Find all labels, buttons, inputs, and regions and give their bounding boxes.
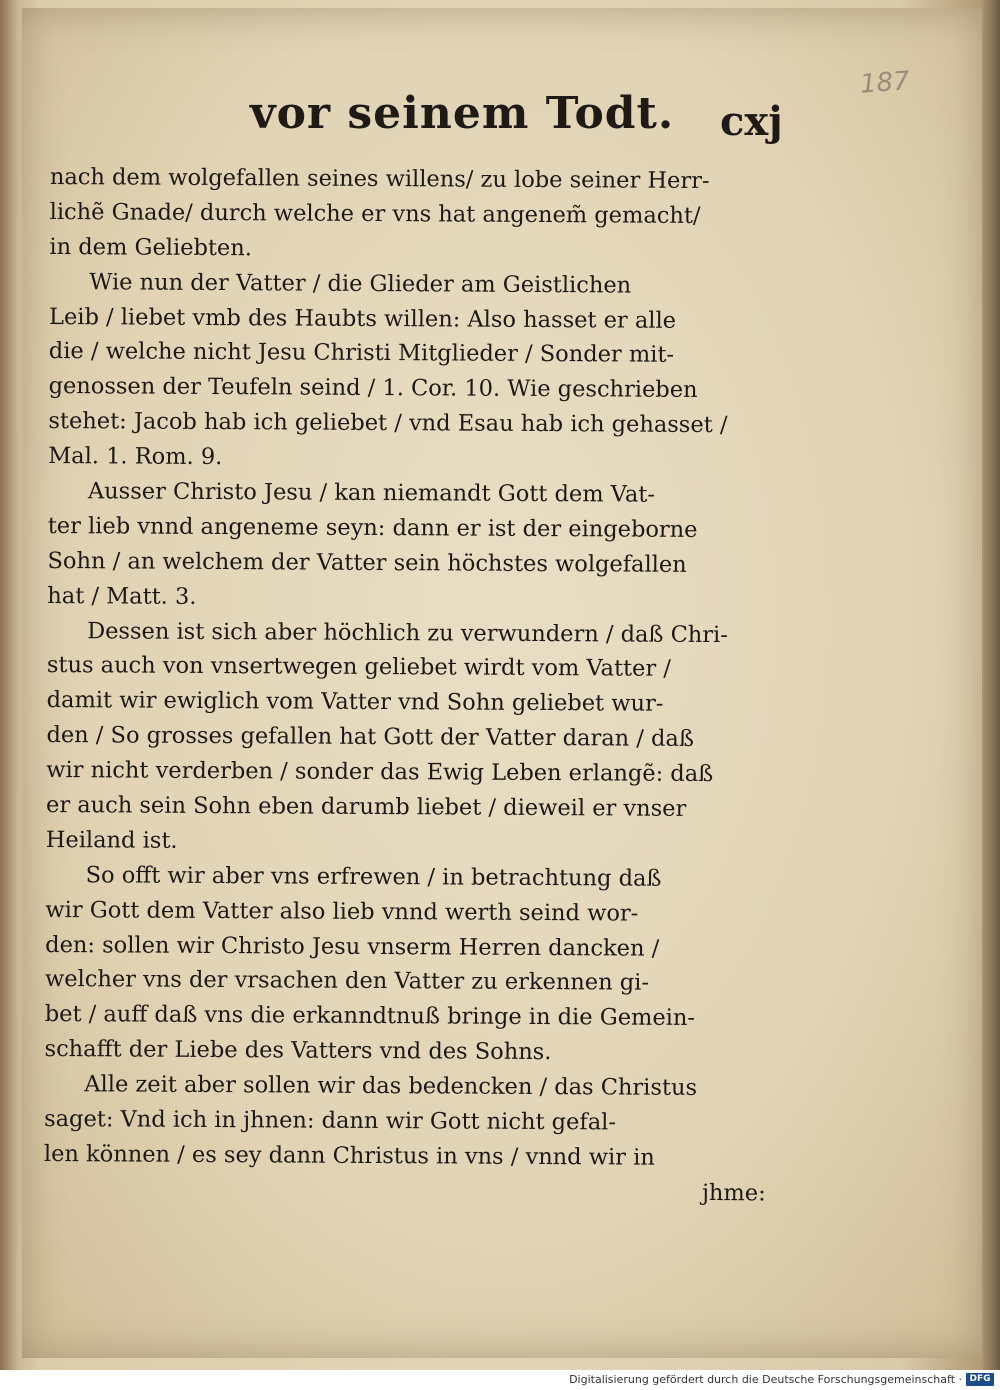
pencil-folio-number: 187 bbox=[859, 66, 911, 100]
text-line: Sohn / an welchem der Vatter sein höchstes wolgefallen bbox=[47, 547, 687, 578]
text-line: nach dem wolgefallen seines willens/ zu lobe seiner Herr- bbox=[49, 163, 710, 195]
text-line: den / So grosses gefallen hat Gott der Vatter daran / daß bbox=[46, 722, 694, 753]
text-line: wir nicht verderben / sonder das Ewig Leben erlangẽ: daß bbox=[46, 757, 714, 788]
text-line: Wie nun der Vatter / die Glieder am Geistlichen bbox=[89, 268, 632, 299]
text-line: damit wir ewiglich vom Vatter vnd Sohn geliebet wur- bbox=[46, 687, 664, 718]
text-line: den: sollen wir Christo Jesu vnserm Herren dancken / bbox=[45, 931, 660, 962]
text-line: lichẽ Gnade/ durch welche er vns hat angenem̃ gemacht/ bbox=[49, 198, 701, 229]
text-line: Alle zeit aber sollen wir das bedencken / das Christus bbox=[84, 1071, 698, 1102]
text-line: ter lieb vnnd angeneme seyn: dann er ist der eingeborne bbox=[47, 512, 698, 543]
text-line: wir Gott dem Vatter also lieb vnnd werth seind wor- bbox=[45, 896, 639, 927]
body-text bbox=[44, 160, 780, 1211]
text-line: schafft der Liebe des Vatters vnd des Sohns. bbox=[44, 1036, 552, 1066]
text-line: er auch sein Sohn eben darumb liebet / dieweil er vnser bbox=[45, 792, 687, 822]
text-line: Dessen ist sich aber höchlich zu verwundern / daß Chri- bbox=[87, 617, 728, 648]
text-line: saget: Vnd ich in jhnen: dann wir Gott nicht gefal- bbox=[44, 1106, 617, 1136]
text-line: in dem Geliebten. bbox=[49, 233, 252, 262]
text-line: bet / auff daß vns die erkanndtnuß bringe in die Gemein- bbox=[44, 1001, 696, 1032]
dfg-logo-icon: DFG bbox=[966, 1373, 994, 1386]
running-header: vor seinem Todt. bbox=[250, 88, 675, 139]
text-line: Mal. 1. Rom. 9. bbox=[48, 443, 223, 471]
catchword: jhme: bbox=[701, 1179, 766, 1207]
text-line: die / welche nicht Jesu Christi Mitglieder / Sonder mit- bbox=[48, 338, 675, 369]
text-line: Ausser Christo Jesu / kan niemandt Gott dem Vat- bbox=[87, 478, 656, 508]
text-line: hat / Matt. 3. bbox=[47, 582, 197, 610]
text-line: Heiland ist. bbox=[45, 826, 178, 854]
folio-number: cxj bbox=[720, 98, 783, 145]
text-line: len können / es sey dann Christus in vns / vnnd wir in bbox=[43, 1140, 655, 1171]
text-line: welcher vns der vrsachen den Vatter zu erkennen gi- bbox=[44, 966, 650, 997]
text-line: So offt wir aber vns erfrewen / in betrachtung daß bbox=[85, 862, 662, 892]
text-line: stus auch von vnsertwegen geliebet wirdt vom Vatter / bbox=[46, 652, 671, 683]
text-line: genossen der Teufeln seind / 1. Cor. 10. Wie geschrieben bbox=[48, 373, 698, 404]
text-line: Leib / liebet vmb des Haubts willen: Also hasset er alle bbox=[48, 303, 677, 334]
funding-credit: Digitalisierung gefördert durch die Deutsche Forschungsgemeinschaft · bbox=[569, 1373, 962, 1386]
text-line: stehet: Jacob hab ich geliebet / vnd Esau hab ich gehasset / bbox=[48, 408, 728, 439]
